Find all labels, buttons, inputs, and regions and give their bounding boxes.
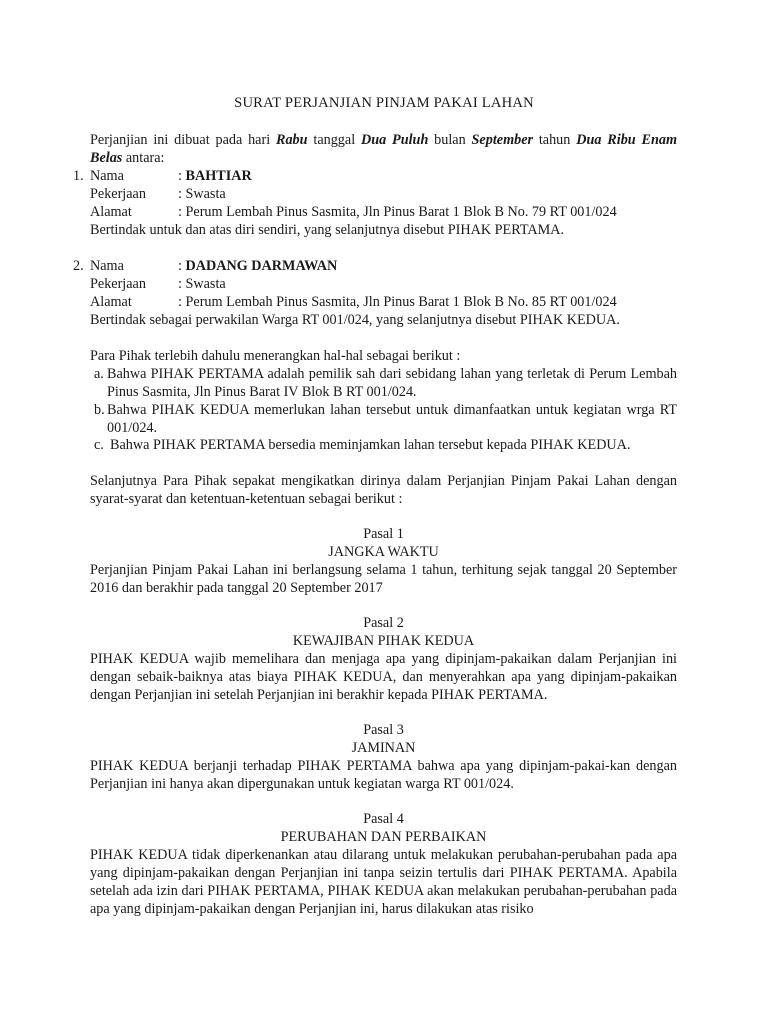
party1-job: Swasta <box>185 186 226 202</box>
pasal-1-body: Perjanjian Pinjam Pakai Lahan ini berlangsung selama 1 tahun, terhitung sejak tanggal 20 September 2016 dan berakhir pada tanggal 20 September 2017 <box>90 562 677 596</box>
pasal-4-body: PIHAK KEDUA tidak diperkenankan atau dilarang untuk melakukan perubahan-perubahan pada apa yang dipinjam-pakaikan dengan Perjanjian ini tanpa seizin tertulis dari PIHAK PERTAMA. Apabila setelah ada izin dari PIHAK PERTAMA, PIHAK KEDUA akan melakukan perubahan-perubahan pada apa yang dipinjam-pakaikan dengan Perjanjian ini, harus dilakukan atas risiko <box>90 847 677 917</box>
party1-job-row <box>90 185 226 203</box>
party2-job-sep: : <box>178 276 186 292</box>
intro-text-2: tanggal <box>307 132 361 148</box>
party1-number: 1. <box>73 168 84 184</box>
party1-name-sep: : <box>178 168 186 184</box>
list-item-c: Bahwa PIHAK PERTAMA bersedia meminjamkan lahan tersebut kepada PIHAK KEDUA. <box>110 437 631 453</box>
list-marker-b: b. <box>94 402 105 418</box>
para-pihak-lead: Para Pihak terlebih dahulu menerangkan hal-hal sebagai berikut : <box>90 348 461 364</box>
party2-statement: Bertindak sebagai perwakilan Warga RT 001/024, yang selanjutnya disebut PIHAK KEDUA. <box>90 312 620 328</box>
intro-text-3: bulan <box>428 132 472 148</box>
party1-name-label: Nama <box>90 168 124 184</box>
pasal-1-label: Pasal 1 <box>363 526 404 542</box>
party1-job-sep: : <box>178 186 186 202</box>
intro-text-4: tahun <box>533 132 577 148</box>
party2-name-row <box>90 257 337 275</box>
intro-month: September <box>471 132 534 148</box>
pasal-2-body: PIHAK KEDUA wajib memelihara dan menjaga apa yang dipinjam-pakaikan dalam Perjanjian ini dengan sebaik-baiknya atas biaya PIHAK KEDUA, dan menyerahkan apa yang dipinjam-pakaikan dengan Perjanjian ini setelah Perjanjian ini berakhir kepada PIHAK PERTAMA. <box>90 651 677 703</box>
list-marker-c: c. <box>94 437 104 453</box>
party1-address-sep: : <box>178 204 186 220</box>
intro-year: Dua Ribu Enam Belas <box>90 132 677 166</box>
list-marker-a: a. <box>94 366 104 382</box>
party2-name-label: Nama <box>90 258 124 274</box>
pasal-1-heading: JANGKA WAKTU <box>328 544 439 560</box>
party2-job: Swasta <box>185 276 226 292</box>
pasal-3-heading: JAMINAN <box>351 740 416 756</box>
party1-address-label: Alamat <box>90 204 132 220</box>
list-item-b: Bahwa PIHAK KEDUA memerlukan lahan tersebut untuk dimanfaatkan untuk kegiatan wrga RT 001/024. <box>107 402 677 436</box>
party1-name-row <box>90 167 252 185</box>
party2-name-sep: : <box>178 258 186 274</box>
intro-date: Dua Puluh <box>360 132 429 148</box>
agreement-intro: Selanjutnya Para Pihak sepakat mengikatkan dirinya dalam Perjanjian Pinjam Pakai Lahan dengan syarat-syarat dan ketentuan-ketentuan sebagai berikut : <box>90 473 677 507</box>
party2-number: 2. <box>73 258 84 274</box>
party2-address: Perum Lembah Pinus Sasmita, Jln Pinus Barat 1 Blok B No. 85 RT 001/024 <box>185 294 617 310</box>
intro-text-5: antara: <box>122 150 165 166</box>
party1-name: BAHTIAR <box>185 168 252 184</box>
party1-job-label: Pekerjaan <box>90 186 146 202</box>
party1-address-row <box>90 203 617 221</box>
party2-address-row <box>90 293 617 311</box>
party2-job-row <box>90 275 226 293</box>
party1-statement: Bertindak untuk dan atas diri sendiri, yang selanjutnya disebut PIHAK PERTAMA. <box>90 222 565 238</box>
party2-job-label: Pekerjaan <box>90 276 146 292</box>
party2-address-sep: : <box>178 294 186 310</box>
pasal-3-label: Pasal 3 <box>363 722 404 738</box>
intro-text-1: Perjanjian ini dibuat pada hari <box>90 132 276 148</box>
party2-address-label: Alamat <box>90 294 132 310</box>
pasal-4-heading: PERUBAHAN DAN PERBAIKAN <box>280 829 487 845</box>
intro-day: Rabu <box>276 132 308 148</box>
list-item-a: Bahwa PIHAK PERTAMA adalah pemilik sah dari sebidang lahan yang terletak di Perum Lembah Pinus Sasmita, Jln Pinus Barat IV Blok B RT 001/024. <box>107 366 677 400</box>
party1-address: Perum Lembah Pinus Sasmita, Jln Pinus Barat 1 Blok B No. 79 RT 001/024 <box>185 204 617 220</box>
pasal-2-label: Pasal 2 <box>363 615 404 631</box>
pasal-4-label: Pasal 4 <box>363 811 404 827</box>
intro-paragraph <box>90 131 677 167</box>
pasal-2-heading: KEWAJIBAN PIHAK KEDUA <box>292 633 475 649</box>
party2-name: DADANG DARMAWAN <box>185 258 338 274</box>
pasal-3-body: PIHAK KEDUA berjanji terhadap PIHAK PERTAMA bahwa apa yang dipinjam-pakai-kan dengan Perjanjian ini hanya akan dipergunakan untuk kegiatan warga RT 001/024. <box>90 758 677 792</box>
document-title: SURAT PERJANJIAN PINJAM PAKAI LAHAN <box>234 95 534 111</box>
